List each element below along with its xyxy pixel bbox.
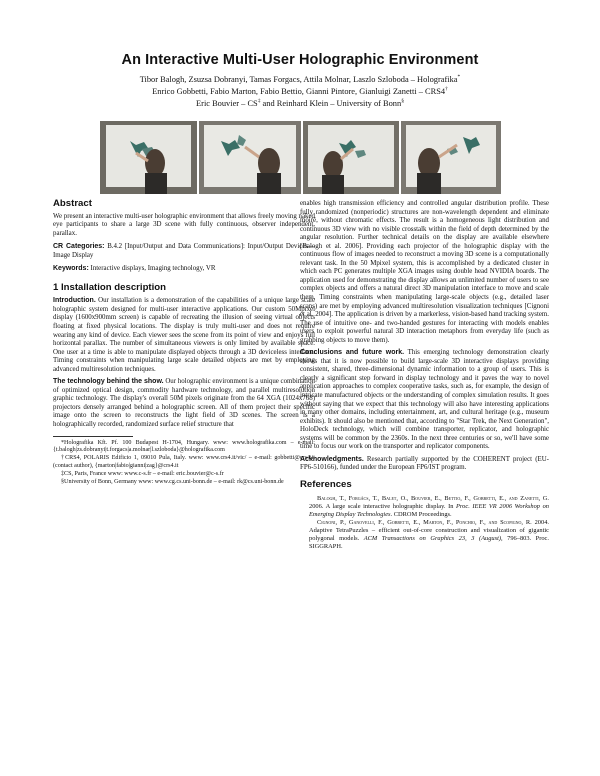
footnote-rule <box>53 436 133 437</box>
keywords-text: Interactive displays, Imaging technology, VR <box>90 265 216 273</box>
teaser-photo-3 <box>303 121 399 194</box>
author-line-3-text: Eric Bouvier – CS <box>196 98 258 108</box>
continued-text: enables high transmission efficiency and controlled angular distribution profile. These fully randomized (nonperiodic) structures are non-wavelength dependent and eliminate moiré, without chromatic effects. The result is a homogeneous light distribution and continuous 3D view with no visible crosstalk within the field of depth determined by the angular resolution. Further technical details on the display are available elsewhere [Balogh et al. 2006]. Providing each projector of the holographic display with the continuous flow of images needed to reconstruct a moving 3D scene is a computationally relevant task. In the 50 Mpixel system, this is accomplished by a dedicated cluster in which each PC generates multiple XGA images using double head NVIDIA boards. The application used for demonstrating the display allows an unlimited number of users to see complex objects and offers a natural direct 3D manipulation interface to move and scale them. Timing constraints when manipulating large-scale objects (e.g., detailed laser scans) are met by employing advanced multiresolution visualization techniques [Cignoni et al. 2004]. The application is driven by a markerless, vision-based hand tracking system. The use of intuitive one- and two-handed gestures for interacting with models enables users to exploit powerful natural 3D interaction metaphors from everyday life (such as grabbing objects to move them). <box>300 200 549 344</box>
footnote-mark-1: * <box>457 74 461 80</box>
reference-1-body: 2006. A large scale interactive holographic display. In <box>309 502 457 510</box>
conclusions-paragraph <box>300 349 549 452</box>
footnote-mark-3: ‡ <box>257 98 261 104</box>
conclusions-text: This emerging technology demonstration clearly shows that it is now possible to build large-scale 3D interactive displays providing consistent, shared, three-dimensional dynamic information to a group of users. This is clearly a significant step forward in display technology and it paves the way to novel application approaches to complex cooperative tasks, such as, for example, the design of intricate manufactured objects or the understanding of complex simulation results. It goes without saying that we expect that this technology will also have interesting applications in many other domains, including entertainment, art, and cultural heritage (e.g., museum exhibits). It should also be mentioned that, according to "Star Trek, the Next Generation", HoloDeck technology, which will combine transporter, replicator, and holographic systems will be common by the 2360s. In the next three centuries or so, we'll have some time to focus our work on the transporter and replicator components. <box>300 349 549 451</box>
keywords <box>53 265 315 274</box>
cr-categories-text: B.4.2 [Input/Output and Data Communications]: Input/Output Devices—Image Display <box>53 243 315 259</box>
reference-2-authors: Cignoni, P., Ganovelli, F., Gobbetti, E., Marton, F., Ponchio, F., and Scopigno, R. <box>317 518 532 526</box>
references-heading: References <box>300 478 352 490</box>
teaser-photo-2 <box>199 121 301 194</box>
reference-2-end: , 796–803. Proc. SIGGRAPH. <box>309 534 549 551</box>
reference-2-venue: ACM Transactions on Graphics 23, 3 (August) <box>363 534 501 542</box>
conclusions-label: Conclusions and future work. <box>300 349 405 357</box>
abstract-heading: Abstract <box>53 198 92 209</box>
author-line-3 <box>0 96 600 109</box>
tech-paragraph <box>53 378 315 429</box>
reference-2 <box>300 519 549 551</box>
keywords-label: Keywords: <box>53 265 89 273</box>
acknowledgments-text: Research partially supported by the COHERENT project (EU-FP6-510166), funded under the European FP6/IST program. <box>300 455 549 472</box>
abstract-text: We present an interactive multi-user holographic environment that allows freely moving naked eye participants to share a large 3D scene with fully continuous, observer independent, parallax. <box>53 212 315 237</box>
reference-1 <box>300 495 549 519</box>
tech-label: The technology behind the show. <box>53 378 164 386</box>
intro-paragraph <box>53 297 315 374</box>
footnotes <box>53 440 315 487</box>
left-column <box>53 200 315 486</box>
paper-title: An Interactive Multi-User Holographic Environment <box>121 52 479 68</box>
acknowledgments-label: Acknowledgments. <box>300 455 364 463</box>
right-column <box>300 200 549 551</box>
teaser-photo-4 <box>401 121 501 194</box>
intro-text: Our installation is a demonstration of the capabilities of a unique large scale holographic system designed for multi-user interactive applications. Our custom 50Mpixel display (1600x900mm screen) is capable of recreating the illusion of seeing virtual objects floating at fixed physical locations. The display is truly multi-user and does not require wearing any kind of device. Each viewer sees the scene from its point of view and enjoys full horizontal parallax. The number of simultaneous viewers is only limited by available space. One user at a time is able to manipulate displayed objects through a 3D deviceless interface. Timing constraints when manipulating large scale detailed objects are met by employing advanced multiresolution techniques. <box>53 297 316 373</box>
acknowledgments-paragraph <box>300 456 549 473</box>
reference-1-authors: Balogh, T., Forgács, T., Balet, O., Bouvier, E., Bettio, F., Gobbetti, E., and Zanetti, G. <box>317 494 549 502</box>
cr-categories-label: CR Categories: <box>53 243 105 251</box>
intro-label: Introduction. <box>53 297 96 305</box>
footnote-mark-2: † <box>445 86 448 92</box>
tech-text: Our holographic environment is a unique combination of optimized optical design, commodity hardware technology, and parallel multiresolution graphic technology. The display's overall 50M pixels originate from the 64 XGA (1024x768) projectors densely arranged behind a holographic screen. All of them project their specific image onto the screen to reconstructs the light field of 3D scenes. The screen is a holographically recorded, randomized surface relief structure that <box>53 378 315 429</box>
footnote-2: †CRS4, POLARIS Edificio 1, 09010 Pula, Italy. www: www.crs4.it/vic/ – e-mail: gobbetti@crs4.it (contact author), {marton|fabio|gianni|zag}@crs4.it <box>53 455 315 469</box>
footnote-mark-4: § <box>401 98 404 104</box>
cr-categories <box>53 243 315 260</box>
reference-1-venue: Proc. IEEE VR 2006 Workshop on Emerging Display Technologies <box>309 502 549 518</box>
footnote-1: *Holografika Kft. Pf. 100 Budapest H-1704, Hungary. www: www.holografika.com – e-mail: {t.balogh|zs.dobranyi|t.forgacs|a.molnar|l.szloboda}@holografika.com <box>53 439 315 454</box>
footnote-4: §University of Bonn, Germany www: www.cg.cs.uni-bonn.de – e-mail: rk@cs.uni-bonn.de <box>61 478 284 485</box>
reference-1-end: . CDROM Proceedings. <box>390 510 452 518</box>
teaser-photo-1 <box>100 121 197 194</box>
footnote-3: ‡CS, Paris, France www: www.c-s.fr – e-mail: eric.bouvier@c-s.fr <box>61 470 224 477</box>
author-line-2-text: Enrico Gobbetti, Fabio Marton, Fabio Bettio, Gianni Pintore, Gianluigi Zanetti – CRS4 <box>152 86 446 96</box>
reference-2-body: 2004. Adaptive TetraPuzzles – efficient out-of-core construction and visualization of gigantic polygonal models. <box>309 518 549 542</box>
author-line-1-text: Tibor Balogh, Zsuzsa Dobranyi, Tamas Forgacs, Attila Molnar, Laszlo Szloboda – Holografika <box>139 74 458 84</box>
section-heading: 1 Installation description <box>53 281 167 293</box>
author-line-3b-text: and Reinhard Klein – University of Bonn <box>260 98 402 108</box>
